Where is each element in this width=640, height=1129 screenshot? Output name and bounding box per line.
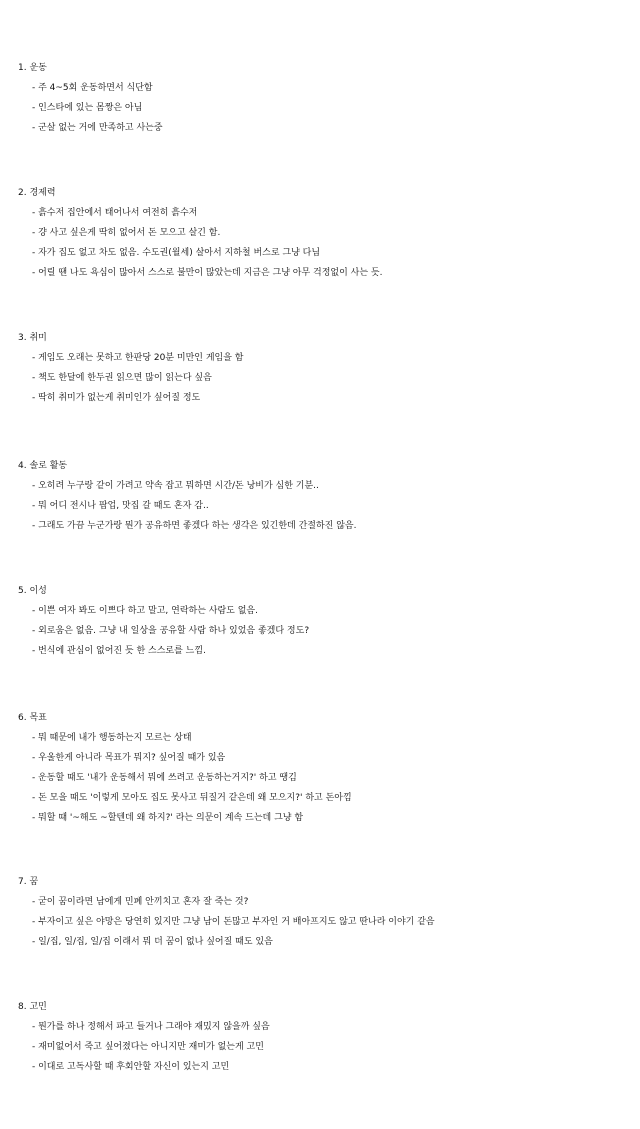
list-item: - 주 4~5회 운동하면서 식단함 [32, 83, 153, 93]
list-item: - 뭐할 때 '~해도 ~할텐데 왜 하지?' 라는 의문이 계속 드는데 그냥 함 [32, 813, 304, 823]
list-item: - 운동할 때도 '내가 운동해서 뭐에 쓰려고 운동하는거지?' 하고 땡김 [32, 773, 297, 783]
list-item: - 부자이고 싶은 야망은 당연히 있지만 그냥 남이 돈많고 부자인 거 배아프지도 않고 딴나라 이야기 같음 [32, 917, 435, 927]
section-items [18, 601, 640, 661]
section-finance [18, 183, 640, 283]
list-item: - 오히려 누구랑 같이 가려고 약속 잡고 뭐하면 시간/돈 낭비가 심한 기분.. [32, 481, 319, 491]
section-items [18, 78, 640, 138]
section-items [18, 348, 640, 408]
list-item: - 번식에 관심이 없어진 듯 한 스스로를 느낌. [32, 646, 206, 656]
list-item: - 돈 모을 때도 '이렇게 모아도 집도 못사고 뒤질거 같은데 왜 모으지?' 하고 돈아낌 [32, 793, 352, 803]
list-item: - 책도 한달에 한두권 읽으면 많이 읽는다 싶음 [32, 373, 212, 383]
section-items [18, 1017, 640, 1077]
section-heading: 4. 솔로 활동 [18, 461, 68, 471]
list-item: - 흙수저 집안에서 태어나서 여전히 흙수저 [32, 208, 198, 218]
list-item: - 뭔가를 하나 정해서 파고 들거나 그래야 재밌지 않을까 싶음 [32, 1022, 270, 1032]
list-item: - 재미없어서 죽고 싶어졌다는 아니지만 재미가 없는게 고민 [32, 1042, 264, 1052]
section-items [18, 476, 640, 536]
list-item: - 뭐 때문에 내가 행동하는지 모르는 상태 [32, 733, 192, 743]
list-item: - 군살 없는 거에 만족하고 사는중 [32, 123, 163, 133]
section-heading: 1. 운동 [18, 63, 47, 73]
section-items [18, 892, 640, 952]
section-hobby [18, 328, 640, 408]
list-item: - 일/집, 일/집, 일/집 이래서 뭐 더 꿈이 없나 싶어질 때도 있음 [32, 937, 273, 947]
section-worry [18, 997, 640, 1077]
list-item: - 그래도 가끔 누군가랑 뭔가 공유하면 좋겠다 하는 생각은 있긴한데 간절하진 않음. [32, 521, 357, 531]
section-items [18, 728, 640, 828]
list-item: - 뭐 어디 전시나 팝업, 맛집 갈 때도 혼자 감.. [32, 501, 209, 511]
list-item: - 어릴 땐 나도 욕심이 많아서 스스로 불만이 많았는데 지금은 그냥 아무 걱정없이 사는 듯. [32, 268, 383, 278]
section-goal [18, 708, 640, 828]
section-heading: 6. 목표 [18, 713, 47, 723]
section-items [18, 203, 640, 283]
section-heading: 5. 이성 [18, 586, 47, 596]
section-romance [18, 581, 640, 661]
list-item: - 이쁜 여자 봐도 이쁘다 하고 말고, 연락하는 사람도 없음. [32, 606, 258, 616]
section-heading: 8. 고민 [18, 1002, 47, 1012]
section-heading: 3. 취미 [18, 333, 47, 343]
list-item: - 자가 집도 없고 차도 없음. 수도권(월세) 살아서 지하철 버스로 그냥 다님 [32, 248, 321, 258]
list-item: - 이대로 고독사할 때 후회안할 자신이 있는지 고민 [32, 1062, 230, 1072]
section-dream [18, 872, 640, 952]
list-item: - 굳이 꿈이라면 남에게 민폐 안끼치고 혼자 잘 죽는 것? [32, 897, 249, 907]
section-solo-activity [18, 456, 640, 536]
list-item: - 게임도 오래는 못하고 한판당 20분 미만인 게임을 함 [32, 353, 244, 363]
section-heading: 2. 경제력 [18, 188, 56, 198]
list-item: - 딱히 취미가 없는게 취미인가 싶어질 정도 [32, 393, 201, 403]
section-heading: 7. 꿈 [18, 877, 39, 887]
list-item: - 인스타에 있는 몸짱은 아님 [32, 103, 143, 113]
section-exercise [18, 58, 640, 138]
list-item: - 우울한게 아니라 목표가 뭐지? 싶어질 때가 있음 [32, 753, 226, 763]
list-item: - 걍 사고 싶은게 딱히 없어서 돈 모으고 살긴 함. [32, 228, 221, 238]
list-item: - 외로움은 없음. 그냥 내 일상을 공유할 사람 하나 있었음 좋겠다 정도? [32, 626, 310, 636]
